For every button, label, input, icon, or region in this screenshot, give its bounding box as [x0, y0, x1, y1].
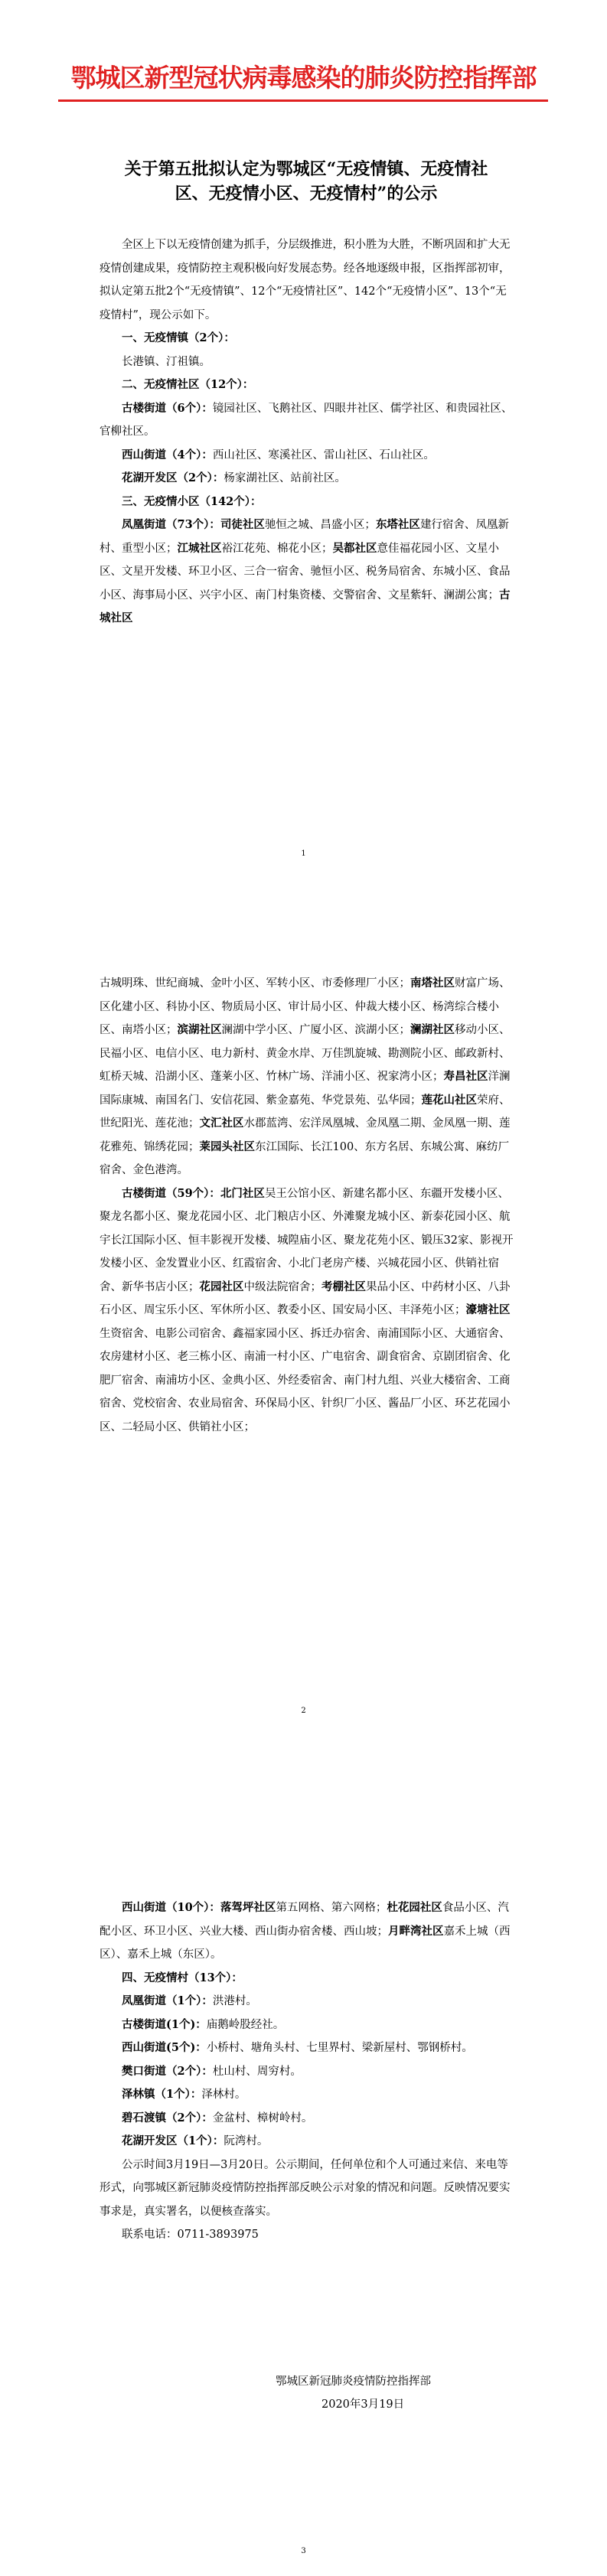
- group-label: 古楼街道(1个)：: [122, 2017, 207, 2031]
- group-label: 古楼街道（6个）：: [122, 401, 213, 415]
- signature-org: 鄂城区新冠肺炎疫情防控指挥部: [276, 2375, 431, 2388]
- community-label: 澜湖社区: [410, 1023, 455, 1036]
- document-title: 关于第五批拟认定为鄂城区“无疫情镇、无疫情社区、无疫情小区、无疫情村”的公示: [124, 159, 488, 204]
- group-label: 西山街道(5个)：: [122, 2041, 207, 2054]
- community-text: 东江国际、长江100、东方名居、东城公寓、麻纺厂宿舍、金色港湾。: [100, 1140, 510, 1176]
- group-label: 花湖开发区（2个）：: [122, 471, 224, 484]
- page-3-body: [100, 1896, 517, 2247]
- group-label: 古楼街道（59个）：: [122, 1186, 220, 1200]
- section-4-row: [100, 1990, 517, 2014]
- community-label: 考棚社区: [321, 1280, 366, 1293]
- group-text: 金盆村、樟树岭村。: [212, 2111, 313, 2124]
- group-text: 杨家湖社区、站前社区。: [224, 472, 346, 484]
- section-2-group-1: [100, 397, 517, 444]
- header-title: 鄂城区新型冠状病毒感染的肺炎防控指挥部: [70, 63, 537, 93]
- section-1-text: 长港镇、汀祖镇。: [122, 355, 210, 368]
- group-text: 洪港村。: [212, 1995, 257, 2007]
- section-3-gulou-part1: [100, 1182, 517, 1440]
- group-label: 凤凰街道（73个）：: [122, 518, 220, 531]
- section-2-group-2: [100, 444, 517, 468]
- community-text: 澜湖中学小区、广厦小区、滨湖小区；: [221, 1024, 410, 1036]
- community-text: 裕江花苑、棉花小区；: [221, 542, 333, 555]
- community-text: 果品小区、中药材小区、八卦石小区、周宝乐小区、军休所小区、教委小区、国安局小区、丰泽苑小区；: [100, 1280, 511, 1316]
- community-label: 月畔湾社区: [388, 1924, 444, 1938]
- group-label: 碧石渡镇（2个）：: [122, 2111, 213, 2124]
- community-text: 食品小区、汽配小区、环卫小区、兴业大楼、西山街办宿舍楼、西山坡；: [100, 1902, 509, 1938]
- community-label: 北门社区: [220, 1186, 265, 1200]
- section-3-fenghuang-part1: [100, 514, 517, 631]
- section-4-row: [100, 2036, 517, 2060]
- notice-paragraph: 公示时间3月19日—3月20日。公示期间，任何单位和个人可通过来信、来电等形式，向鄂城区新冠肺炎疫情防控指挥部反映公示对象的情况和问题。反映情况要实事求是，真实署名，以便核查落实。: [100, 2158, 511, 2218]
- community-text: 中级法院宿舍；: [243, 1280, 321, 1293]
- section-3-xishan: [100, 1896, 517, 1967]
- group-text: 小桥村、塘角头村、七里界村、梁新屋村、鄂钢桥村。: [206, 2042, 473, 2054]
- community-label: 寿昌社区: [443, 1070, 488, 1083]
- group-label: 西山街道（4个）：: [122, 448, 213, 461]
- group-label: 樊口街道（2个）：: [122, 2064, 213, 2078]
- community-text: 荣府、世纪阳光、莲花池；: [100, 1094, 511, 1130]
- group-text: 杜山村、周穷村。: [212, 2065, 302, 2078]
- community-text: 建行宿舍、凤凰新村、重型小区；: [100, 519, 509, 555]
- group-text: 西山社区、寒溪社区、雷山社区、石山社区。: [212, 448, 435, 461]
- community-label: 东塔社区: [375, 518, 420, 531]
- community-label: 花园社区: [199, 1280, 244, 1293]
- section-4-row: [100, 2130, 517, 2154]
- community-label: 文汇社区: [199, 1117, 244, 1130]
- community-text: 驰恒之城、昌盛小区；: [264, 519, 376, 531]
- community-text: 水郡蓝湾、宏洋凤凰城、金凤凰二期、金凤凰一期、莲花雅苑、锦绣花园；: [100, 1117, 511, 1153]
- community-label: 南塔社区: [410, 977, 455, 990]
- community-label: 滨湖社区: [177, 1023, 222, 1036]
- community-text: 嘉禾上城（西区）、嘉禾上城（东区）。: [100, 1925, 511, 1961]
- section-4-row: [100, 2107, 517, 2131]
- section-3-heading: 三、无疫情小区（142个）：: [122, 494, 262, 508]
- community-text: 财富广场、区化建小区、科协小区、物质局小区、审计局小区、仲裁大楼小区、杨湾综合楼小区、南塔小区；: [100, 977, 511, 1036]
- community-text: 移动小区、民福小区、电信小区、电力新村、黄金水岸、万佳凯旋城、勘测院小区、邮政新村、虹桥天城、沿湖小区、蓬莱小区、竹林广场、洋浦小区、祝家湾小区；: [100, 1024, 511, 1083]
- community-label: 古城社区: [100, 588, 511, 624]
- community-label: 莲花山社区: [421, 1093, 477, 1107]
- page-1-body: [100, 233, 517, 631]
- group-text: 泽林村。: [201, 2089, 246, 2101]
- section-4-row: [100, 2083, 517, 2107]
- section-4-heading: 四、无疫情村（13个）：: [122, 1971, 243, 1984]
- section-1-heading: 一、无疫情镇（2个）：: [122, 331, 235, 344]
- community-label: 江城社区: [177, 541, 222, 555]
- community-text: 生资宿舍、电影公司宿舍、鑫福家园小区、拆迁办宿舍、南浦国际小区、大通宿舍、农房建材小区、老三栋小区、南浦一村小区、广电宿舍、副食宿舍、京剧团宿舍、化肥厂宿舍、南浦坊小区、金典小区、外经委宿舍、南门村九组、兴业大楼宿舍、工商宿舍、党校宿舍、农业局宿舍、环保局小区、针织厂小区、酱品厂小区、环艺花园小区、二轻局小区、供销社小区；: [100, 1327, 511, 1433]
- group-text: 镜园社区、飞鹅社区、四眼井社区、儒学社区、和贵园社区、官柳社区。: [100, 402, 513, 438]
- page-number: 2: [301, 1707, 306, 1715]
- community-label: 杜花园社区: [387, 1901, 442, 1914]
- group-label: 西山街道（10个）：: [122, 1901, 220, 1914]
- group-label: 凤凰街道（1个）：: [122, 1994, 213, 2007]
- header-red-rule: [58, 99, 548, 102]
- page-number: 1: [301, 849, 306, 858]
- section-2-heading: 二、无疫情社区（12个）：: [122, 378, 254, 391]
- page-2-body: [100, 972, 517, 1439]
- community-text: 意佳福花园小区、文星小区、文星开发楼、环卫小区、三合一宿舍、驰恒小区、税务局宿舍、东城小区、食品小区、海事局小区、兴宇小区、南门村集资楼、交警宿舍、文星紫轩、澜湖公寓；: [100, 542, 511, 602]
- group-label: 花湖开发区（1个）：: [122, 2134, 224, 2147]
- community-text: 吴王公馆小区、新建名都小区、东疆开发楼小区、聚龙名都小区、聚龙花园小区、北门粮店小区、外滩聚龙城小区、新泰花园小区、航宇长江国际小区、恒丰影视开发楼、城隍庙小区、聚龙花苑小区、锻压32家、影视开发楼小区、金发置业小区、红霞宿舍、小北门老房产楼、兴城花园小区、供销社宿舍、新华书店小区；: [100, 1187, 514, 1293]
- community-text: 第五网格、第六网格；: [276, 1902, 387, 1914]
- page-number: 3: [301, 2547, 306, 2555]
- community-text: 洋澜国际康城、南国名门、安信花园、紫金嘉苑、华党景苑、弘华园；: [100, 1071, 511, 1107]
- section-4-row: [100, 2014, 517, 2037]
- group-text: 庙鹅岭股经社。: [206, 2018, 285, 2031]
- signature-date: 2020年3月19日: [321, 2398, 405, 2411]
- community-label: 莱园头社区: [199, 1140, 255, 1153]
- community-label: 吴都社区: [332, 541, 377, 555]
- contact-phone: 联系电话：0711-3893975: [122, 2229, 259, 2241]
- section-2-group-3: [100, 467, 517, 491]
- community-label: 落驾坪社区: [220, 1901, 276, 1914]
- community-text: 古城明珠、世纪商城、金叶小区、军转小区、市委修理厂小区；: [100, 977, 410, 990]
- group-label: 泽林镇（1个）：: [122, 2088, 202, 2101]
- community-label: 濠塘社区: [465, 1303, 511, 1316]
- intro-paragraph: 全区上下以无疫情创建为抓手，分层级推进，积小胜为大胜，不断巩固和扩大无疫情创建成果，疫情防控主观积极向好发展态势。经各地逐级申报，区指挥部初审，拟认定第五批2个“无疫情镇”、12个“无疫情社区”、142个“无疫情小区”、13个“无疫情村”，现公示如下。: [100, 239, 511, 321]
- section-4-row: [100, 2060, 517, 2084]
- group-text: 阮湾村。: [224, 2135, 269, 2147]
- community-label: 司徒社区: [220, 518, 265, 531]
- section-3-fenghuang-part2: [100, 972, 517, 1182]
